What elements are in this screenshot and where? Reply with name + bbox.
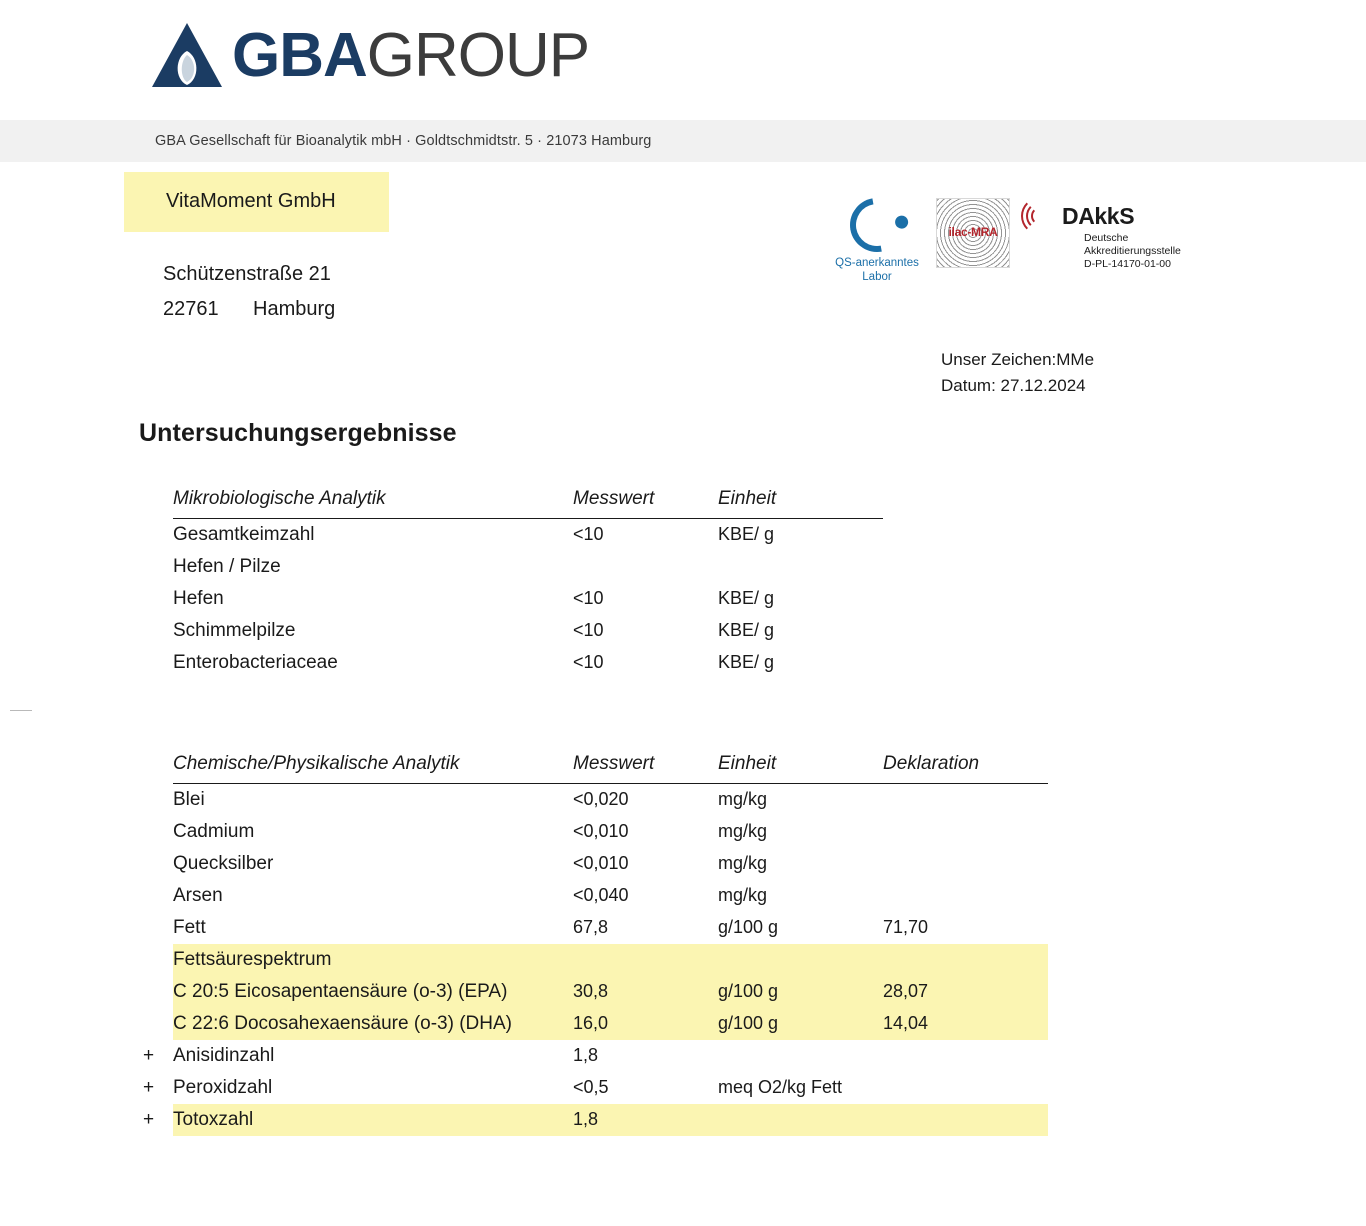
cell-measured-value: <0,5 [573,1077,609,1097]
cell-declaration [883,1104,1048,1136]
cell-analysis-name: + Peroxidzahl [143,1077,273,1098]
col-header-analysis: Chemische/Physikalische Analytik [173,753,573,784]
cell-unit: mg/kg [718,789,768,809]
cell-analysis-name: Arsen [173,885,223,906]
ilac-label: ilac-MRA [948,225,998,239]
table-header-row [173,753,1048,784]
cell-measured-value [573,944,718,976]
cell-measured-value: <0,040 [573,885,629,905]
logo-wordmark [232,21,590,90]
cell-analysis-name: Hefen / Pilze [173,556,281,577]
table-row [173,1072,1048,1104]
table-row [173,880,1048,912]
gba-triangle-icon [150,21,224,91]
ilac-mra-logo [936,198,1010,268]
cell-declaration [883,848,1048,880]
dakks-top [1022,198,1202,234]
recipient-zip: 22761 [163,298,219,320]
cell-analysis-name: C 22:6 Docosahexaensäure (o-3) (DHA) [173,1013,512,1034]
cell-analysis-name: Blei [173,789,205,810]
dakks-name: DAkkS [1062,202,1135,229]
cell-unit: g/100 g [718,981,779,1001]
reference-block [941,347,1094,398]
cell-declaration [883,1072,1048,1104]
gba-group-logo [150,14,589,98]
table-row [173,647,883,679]
chemical-physical-table [143,753,1048,1136]
col-header-value: Messwert [573,753,718,784]
cell-declaration [883,1040,1048,1072]
reference-date: Datum: 27.12.2024 [941,375,1086,395]
cell-analysis-name: Quecksilber [173,853,274,874]
col-header-analysis: Mikrobiologische Analytik [173,488,573,519]
logo-word-group: GROUP [366,21,590,90]
plus-marker: + [143,1045,155,1066]
cell-measured-value: <10 [573,588,604,608]
cell-measured-value: <0,010 [573,821,629,841]
cell-measured-value: 1,8 [573,1045,599,1065]
table-row [173,912,1048,944]
recipient-city: Hamburg [253,298,336,320]
table-row [173,615,883,647]
cell-unit [718,1040,883,1072]
plus-marker: + [143,1077,155,1098]
table-row [173,816,1048,848]
dakks-sub-line3: D-PL-14170-01-00 [1084,258,1171,271]
table-header-row [173,488,883,519]
col-header-declaration: Deklaration [883,753,1048,784]
cell-measured-value: <10 [573,524,604,544]
cell-measured-value: <10 [573,620,604,640]
cell-unit [718,551,883,583]
qs-logo [822,198,932,285]
cell-unit: KBE/ g [718,588,775,608]
cell-declaration: 14,04 [883,1013,929,1033]
microbiology-table [173,488,883,679]
page-title: Untersuchungsergebnisse [139,419,457,447]
cell-declaration [883,784,1048,817]
cell-unit: KBE/ g [718,524,775,544]
cell-measured-value [573,551,718,583]
lab-address-line: GBA Gesellschaft für Bioanalytik mbH · Goldtschmidtstr. 5 · 21073 Hamburg [155,133,652,149]
cell-analysis-name: Gesamtkeimzahl [173,524,315,545]
cell-measured-value: 30,8 [573,981,609,1001]
table-row [173,583,883,615]
cell-analysis-name: Fett [173,917,206,938]
qs-caption-line1: QS-anerkanntes [835,257,919,269]
cell-declaration [883,944,1048,976]
recipient-street: Schützenstraße 21 [163,263,331,285]
cell-analysis-name: Fettsäurespektrum [173,949,332,970]
cell-unit [718,944,883,976]
cell-unit: mg/kg [718,853,768,873]
cell-unit: KBE/ g [718,620,775,640]
plus-marker: + [143,1109,155,1130]
cell-measured-value: 16,0 [573,1013,609,1033]
cell-unit: mg/kg [718,885,768,905]
cell-unit [718,1104,883,1136]
col-header-unit: Einheit [718,753,883,784]
cell-measured-value: 67,8 [573,917,609,937]
cell-unit: meq O2/kg Fett [718,1077,843,1097]
table-row [173,1008,1048,1040]
cell-analysis-name: Schimmelpilze [173,620,296,641]
cell-measured-value: 1,8 [573,1109,599,1129]
cell-analysis-name: + Anisidinzahl [143,1045,275,1066]
dakks-logo [1022,198,1202,271]
cell-declaration: 71,70 [883,917,929,937]
table-row [173,519,883,552]
col-header-unit: Einheit [718,488,883,519]
table-row [173,848,1048,880]
cell-analysis-name: Hefen [173,588,224,609]
cell-unit: g/100 g [718,1013,779,1033]
dakks-arcs-icon [1022,198,1058,234]
qs-caption [822,256,932,285]
cell-analysis-name: + Totoxzahl [143,1109,254,1130]
cell-declaration [883,880,1048,912]
dakks-sub-line2: Akkreditierungsstelle [1084,245,1181,258]
cell-analysis-name: Cadmium [173,821,255,842]
table-row [173,551,883,583]
table-row [173,784,1048,817]
table-row [173,1104,1048,1136]
cell-analysis-name: C 20:5 Eicosapentaensäure (o-3) (EPA) [173,981,508,1002]
cell-unit: KBE/ g [718,652,775,672]
qs-caption-line2: Labor [862,271,892,284]
cell-declaration: 28,07 [883,981,929,1001]
dakks-sub-line1: Deutsche [1084,232,1129,244]
dakks-subtitle [1084,232,1202,271]
cell-analysis-name: Enterobacteriaceae [173,652,338,673]
col-header-value: Messwert [573,488,718,519]
cell-unit: g/100 g [718,917,779,937]
cell-declaration [883,816,1048,848]
cell-measured-value: <0,020 [573,789,629,809]
table-row [173,976,1048,1008]
recipient-company: VitaMoment GmbH [166,190,336,212]
cell-measured-value: <0,010 [573,853,629,873]
qs-circle-icon [839,187,914,262]
cell-measured-value: <10 [573,652,604,672]
logo-word-gba: GBA [232,21,367,90]
table-row [173,1040,1048,1072]
margin-tick [10,710,32,711]
table-row [173,944,1048,976]
reference-sign: Unser Zeichen:MMe [941,350,1095,369]
cell-unit: mg/kg [718,821,768,841]
